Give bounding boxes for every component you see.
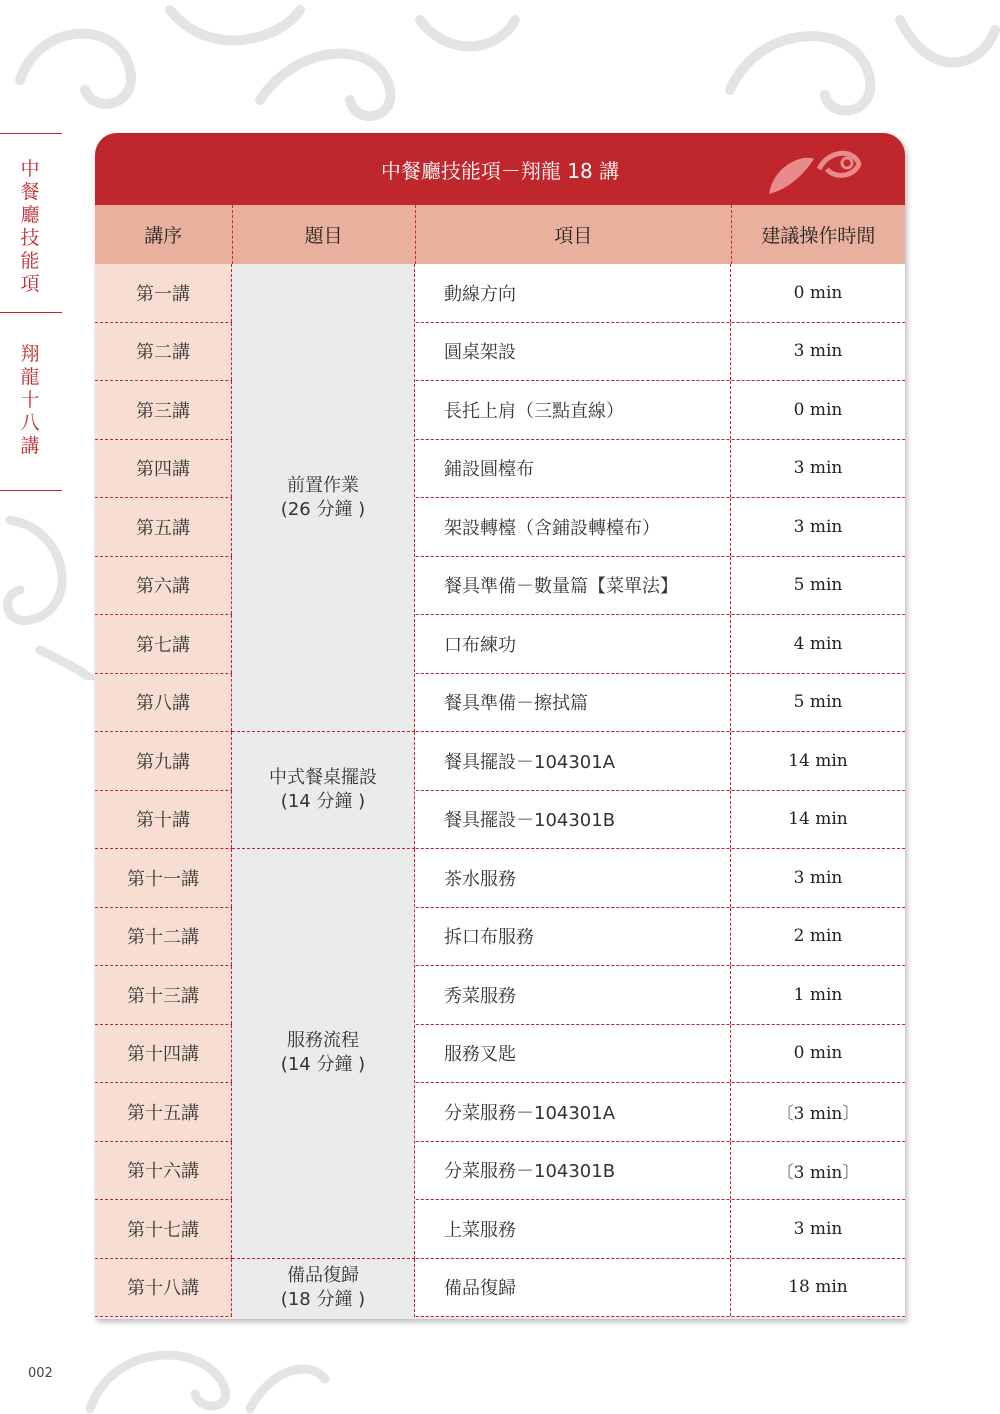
header-lecture-no: 講序 [95,205,233,264]
table-header-row [95,205,905,264]
item-cell: 拆口布服務 [415,908,731,966]
header-suggested-time: 建議操作時間 [761,225,876,247]
time-cell: 〔3 min〕 [731,1083,905,1141]
lecture-number-cell: 第十四講 [95,1025,232,1083]
table-row [95,1083,905,1142]
table-row [95,1025,905,1084]
table-row [95,674,905,733]
lecture-number-cell: 第十二講 [95,908,232,966]
table-row [95,1200,905,1259]
item-cell: 長托上肩（三點直線） [415,381,731,439]
lecture-number-cell: 第一講 [95,264,232,322]
table-row [95,966,905,1025]
item-cell: 分菜服務－104301A [415,1083,731,1141]
time-cell: 〔3 min〕 [731,1142,905,1200]
lecture-number-cell: 第十講 [95,791,232,849]
schedule-table [95,133,905,1319]
item-cell: 架設轉檯（含鋪設轉檯布） [415,498,731,556]
table-row [95,908,905,967]
lecture-number-cell: 第十六講 [95,1142,232,1200]
table-row [95,557,905,616]
lecture-number-cell: 第六講 [95,557,232,615]
item-cell: 餐具準備－數量篇【菜單法】 [415,557,731,615]
item-cell: 分菜服務－104301B [415,1142,731,1200]
time-cell: 0 min [731,264,905,322]
time-cell: 2 min [731,908,905,966]
side-label-category: 中餐廳技能項 [20,158,40,295]
table-row [95,615,905,674]
topic-duration: (14 分鐘 ) [280,791,366,812]
time-cell: 4 min [731,615,905,673]
header-item: 項目 [416,205,732,264]
table-title: 中餐廳技能項－翔龍 18 講 [380,158,620,183]
table-row [95,732,905,791]
topic-cell [232,732,415,849]
time-cell: 0 min [731,1025,905,1083]
header-topic: 題目 [233,205,416,264]
side-divider-middle [0,312,62,313]
lecture-number-cell: 第八講 [95,674,232,732]
time-cell: 18 min [731,1259,905,1317]
lecture-number-cell: 第九講 [95,732,232,790]
item-cell: 備品復歸 [415,1259,731,1317]
table-row [95,1259,905,1318]
item-cell: 服務叉匙 [415,1025,731,1083]
side-label-series: 翔龍十八講 [20,343,40,457]
lecture-number-cell: 第二講 [95,323,232,381]
time-cell: 5 min [731,557,905,615]
lecture-number-cell: 第十一講 [95,849,232,907]
table-row [95,264,905,323]
leaf-ornament-icon [759,139,869,199]
item-cell: 餐具擺設－104301B [415,791,731,849]
topic-name: 服務流程 [287,1030,359,1052]
page-number: 002 [28,1366,53,1381]
lecture-number-cell: 第三講 [95,381,232,439]
item-cell: 鋪設圓檯布 [415,440,731,498]
table-row [95,791,905,850]
time-cell: 0 min [731,381,905,439]
topic-cell [232,264,415,732]
topic-duration: (26 分鐘 ) [280,498,366,520]
time-cell: 5 min [731,674,905,732]
decorative-swirl-top-right [700,0,1000,140]
side-divider-top [0,133,62,134]
topic-name: 備品復歸 [287,1264,359,1286]
topic-duration: (18 分鐘 ) [280,1288,366,1310]
table-title-bar [95,133,905,205]
time-cell: 3 min [731,440,905,498]
time-cell: 3 min [731,498,905,556]
time-cell: 3 min [731,849,905,907]
topic-duration: (14 分鐘 ) [280,1054,366,1076]
table-row [95,498,905,557]
time-cell: 14 min [731,791,905,849]
time-cell: 14 min [731,732,905,790]
time-cell: 3 min [731,1200,905,1258]
lecture-number-cell: 第十五講 [95,1083,232,1141]
lecture-number-cell: 第十七講 [95,1200,232,1258]
lecture-number-cell: 第十八講 [95,1259,232,1317]
item-cell: 口布練功 [415,615,731,673]
table-row [95,381,905,440]
decorative-swirl-bottom [70,1319,330,1414]
topic-name: 前置作業 [287,474,359,496]
item-cell: 動線方向 [415,264,731,322]
decorative-swirl-left [0,500,95,680]
item-cell: 餐具擺設－104301A [415,732,731,790]
table-row [95,1142,905,1201]
item-cell: 茶水服務 [415,849,731,907]
table-row [95,323,905,382]
side-divider-bottom [0,490,62,491]
item-cell: 圓桌架設 [415,323,731,381]
time-cell: 3 min [731,323,905,381]
time-cell: 1 min [731,966,905,1024]
topic-cell [232,1259,415,1318]
lecture-number-cell: 第十三講 [95,966,232,1024]
lecture-number-cell: 第五講 [95,498,232,556]
decorative-swirl-top-left [0,0,520,130]
item-cell: 餐具準備－擦拭篇 [415,674,731,732]
lecture-number-cell: 第七講 [95,615,232,673]
topic-cell [232,849,415,1259]
item-cell: 上菜服務 [415,1200,731,1258]
table-row [95,440,905,499]
table-row [95,849,905,908]
item-cell: 秀菜服務 [415,966,731,1024]
topic-name: 中式餐桌擺設 [269,767,377,788]
lecture-number-cell: 第四講 [95,440,232,498]
